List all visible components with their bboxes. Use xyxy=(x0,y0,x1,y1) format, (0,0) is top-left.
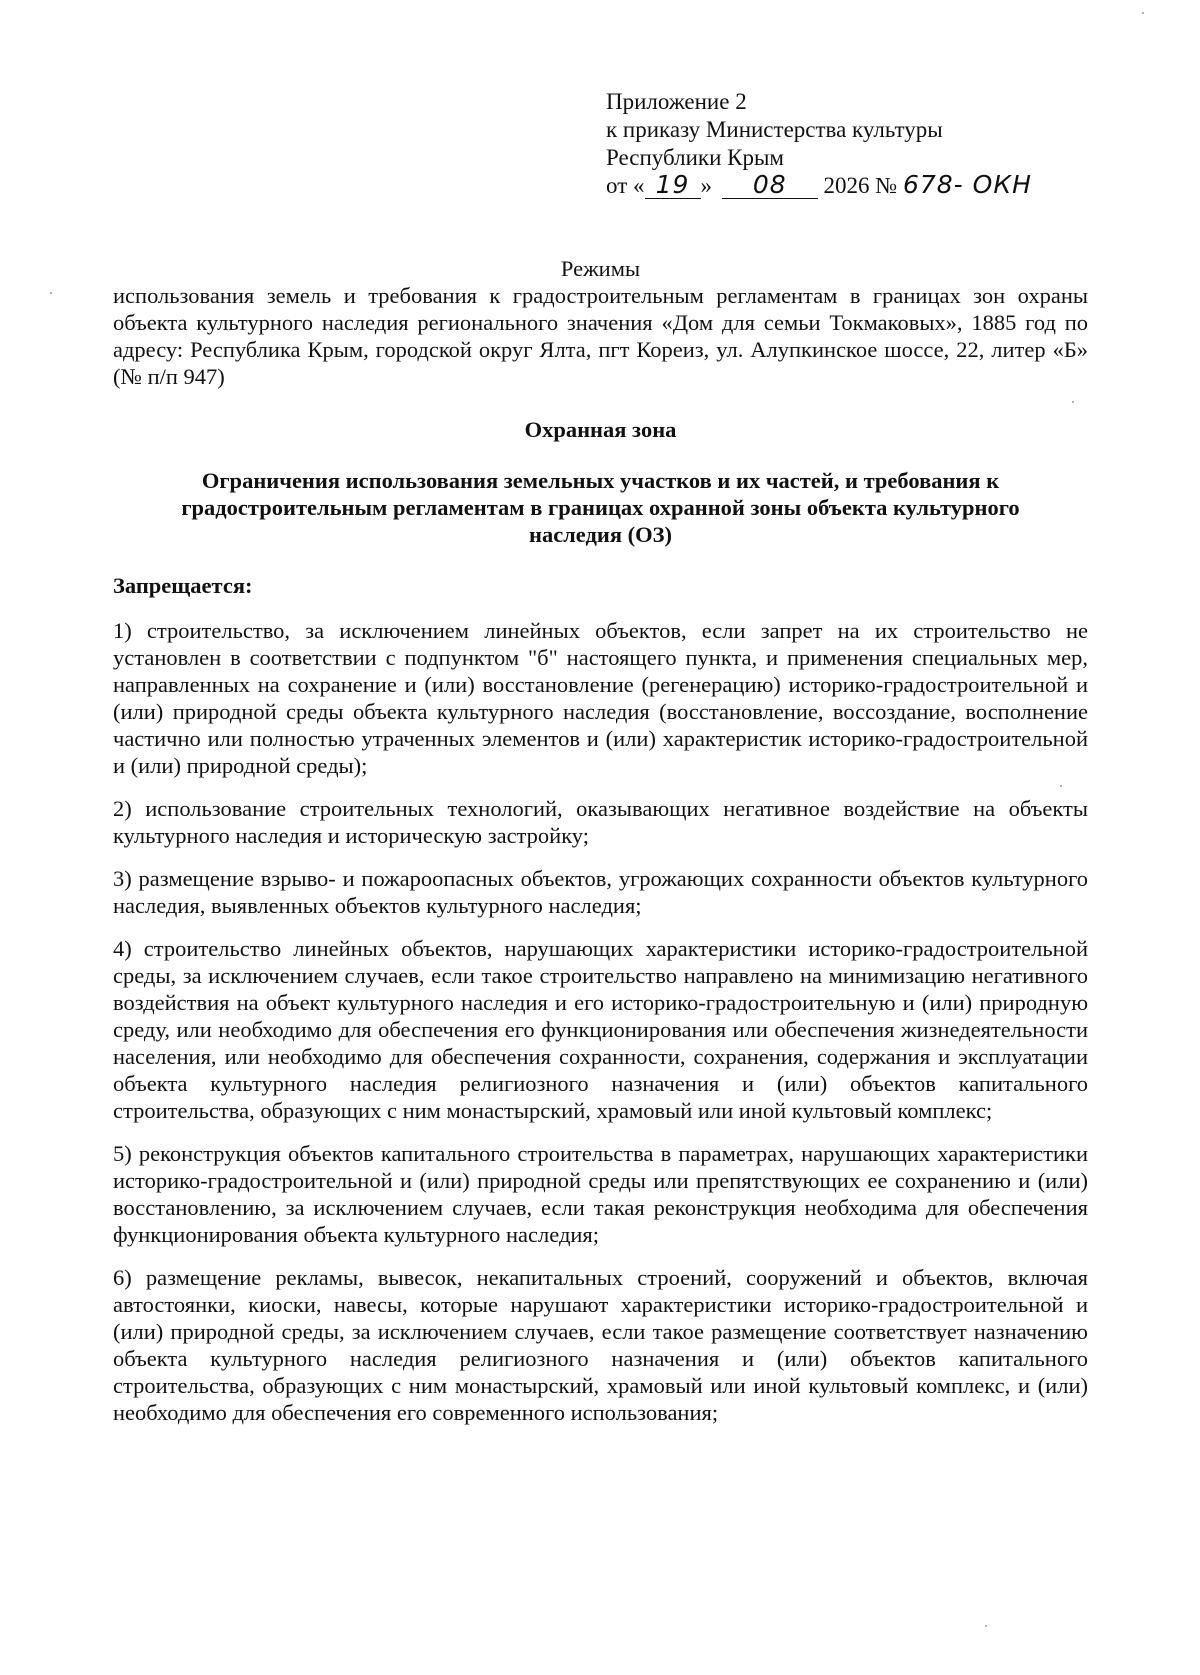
scan-speck xyxy=(985,1625,987,1627)
modes-title: Режимы xyxy=(560,256,641,281)
handwritten-day: 19 xyxy=(655,170,690,199)
appendix-line-1: Приложение 2 xyxy=(606,89,747,114)
appendix-line-3: Республики Крым xyxy=(606,145,784,170)
list-item: 4) строительство линейных объектов, нарушающих характеристики историко-градостроительной среды, за исключением случаев, если такое строительство направлено на минимизацию негативного воздействия на объект культурного наследия и его историко-градостроительную и (или) природную среду, или необходимо для обеспечения его функционирования или обеспечения жизнедеятельности населения, или необходимо для обеспечения сохранности, сохранения, содержания и эксплуатации объекта культурного наследия религиозного назначения и (или) объектов капитального строительства, образующих с ним монастырский, храмовый или иной культовый комплекс; xyxy=(113,936,1088,1123)
appendix-line-2: к приказу Министерства культуры xyxy=(606,117,943,142)
list-item: 3) размещение взрыво- и пожароопасных объектов, угрожающих сохранности объектов культурного наследия, выявленных объектов культурного наследия; xyxy=(113,866,1088,918)
modes-description: использования земель и требования к градостроительным регламентам в границах зон охраны объекта культурного наследия регионального значения «Дом для семьи Токмаковых», 1885 год по адресу: Республика Крым, городской округ Ялта, пгт Кореиз, ул. Алупкинское шоссе, 22, литер «Б» (№ п/п 947) xyxy=(113,283,1088,389)
handwritten-month: 08 xyxy=(752,170,787,199)
date-month-field xyxy=(722,170,818,199)
date-day-field xyxy=(645,170,701,199)
zone-title: Охранная зона xyxy=(524,417,677,442)
forbidden-label: Запрещается: xyxy=(113,573,253,598)
date-year-text: 2026 № xyxy=(823,173,898,198)
list-item: 2) использование строительных технологий, оказывающих негативное воздействие на объекты культурного наследия и историческую застройку; xyxy=(113,796,1088,848)
list-item: 6) размещение рекламы, вывесок, некапитальных строений, сооружений и объектов, включая автостоянки, киоски, навесы, которые нарушают характеристики историко-градостроительной и (или) природной среды, за исключением случаев, если такое размещение соответствует назначению объекта культурного наследия религиозного назначения и (или) объектов капитального строительства, образующих с ним монастырский, храмовый или иной культовый комплекс, и (или) необходимо для обеспечения его современного использования; xyxy=(113,1265,1088,1425)
handwritten-number: 678- ОКН xyxy=(902,170,1032,199)
date-prefix: от « xyxy=(606,173,645,198)
appendix-block xyxy=(606,88,1126,200)
scan-speck xyxy=(1072,401,1074,403)
date-mid: » xyxy=(700,173,712,198)
order-number-field xyxy=(902,170,1032,199)
scan-speck xyxy=(1142,12,1144,14)
limits-title: Ограничения использования земельных участков и их частей, и требования к градостроительным регламентам в границах охранной зоны объекта культурного наследия (ОЗ) xyxy=(181,468,1020,547)
list-item: 1) строительство, за исключением линейных объектов, если запрет на их строительство не установлен в соответствии с подпунктом "б" настоящего пункта, и применения специальных мер, направленных на сохранение и (или) восстановление (регенерацию) историко-градостроительной и (или) природной среды объекта культурного наследия (восстановление, воссоздание, восполнение частично или полностью утраченных элементов и (или) характеристик историко-градостроительной и (или) природной среды); xyxy=(113,618,1088,778)
scan-speck xyxy=(50,292,52,294)
list-item: 5) реконструкция объектов капитального строительства в параметрах, нарушающих характеристики историко-градостроительной и (или) природной среды или препятствующих ее сохранению и (или) восстановлению, за исключением случаев, если такая реконструкция необходима для обеспечения функционирования объекта культурного наследия; xyxy=(113,1141,1088,1247)
scan-speck xyxy=(1060,785,1062,787)
document-body xyxy=(113,255,1088,1442)
appendix-date-line xyxy=(606,172,1126,200)
